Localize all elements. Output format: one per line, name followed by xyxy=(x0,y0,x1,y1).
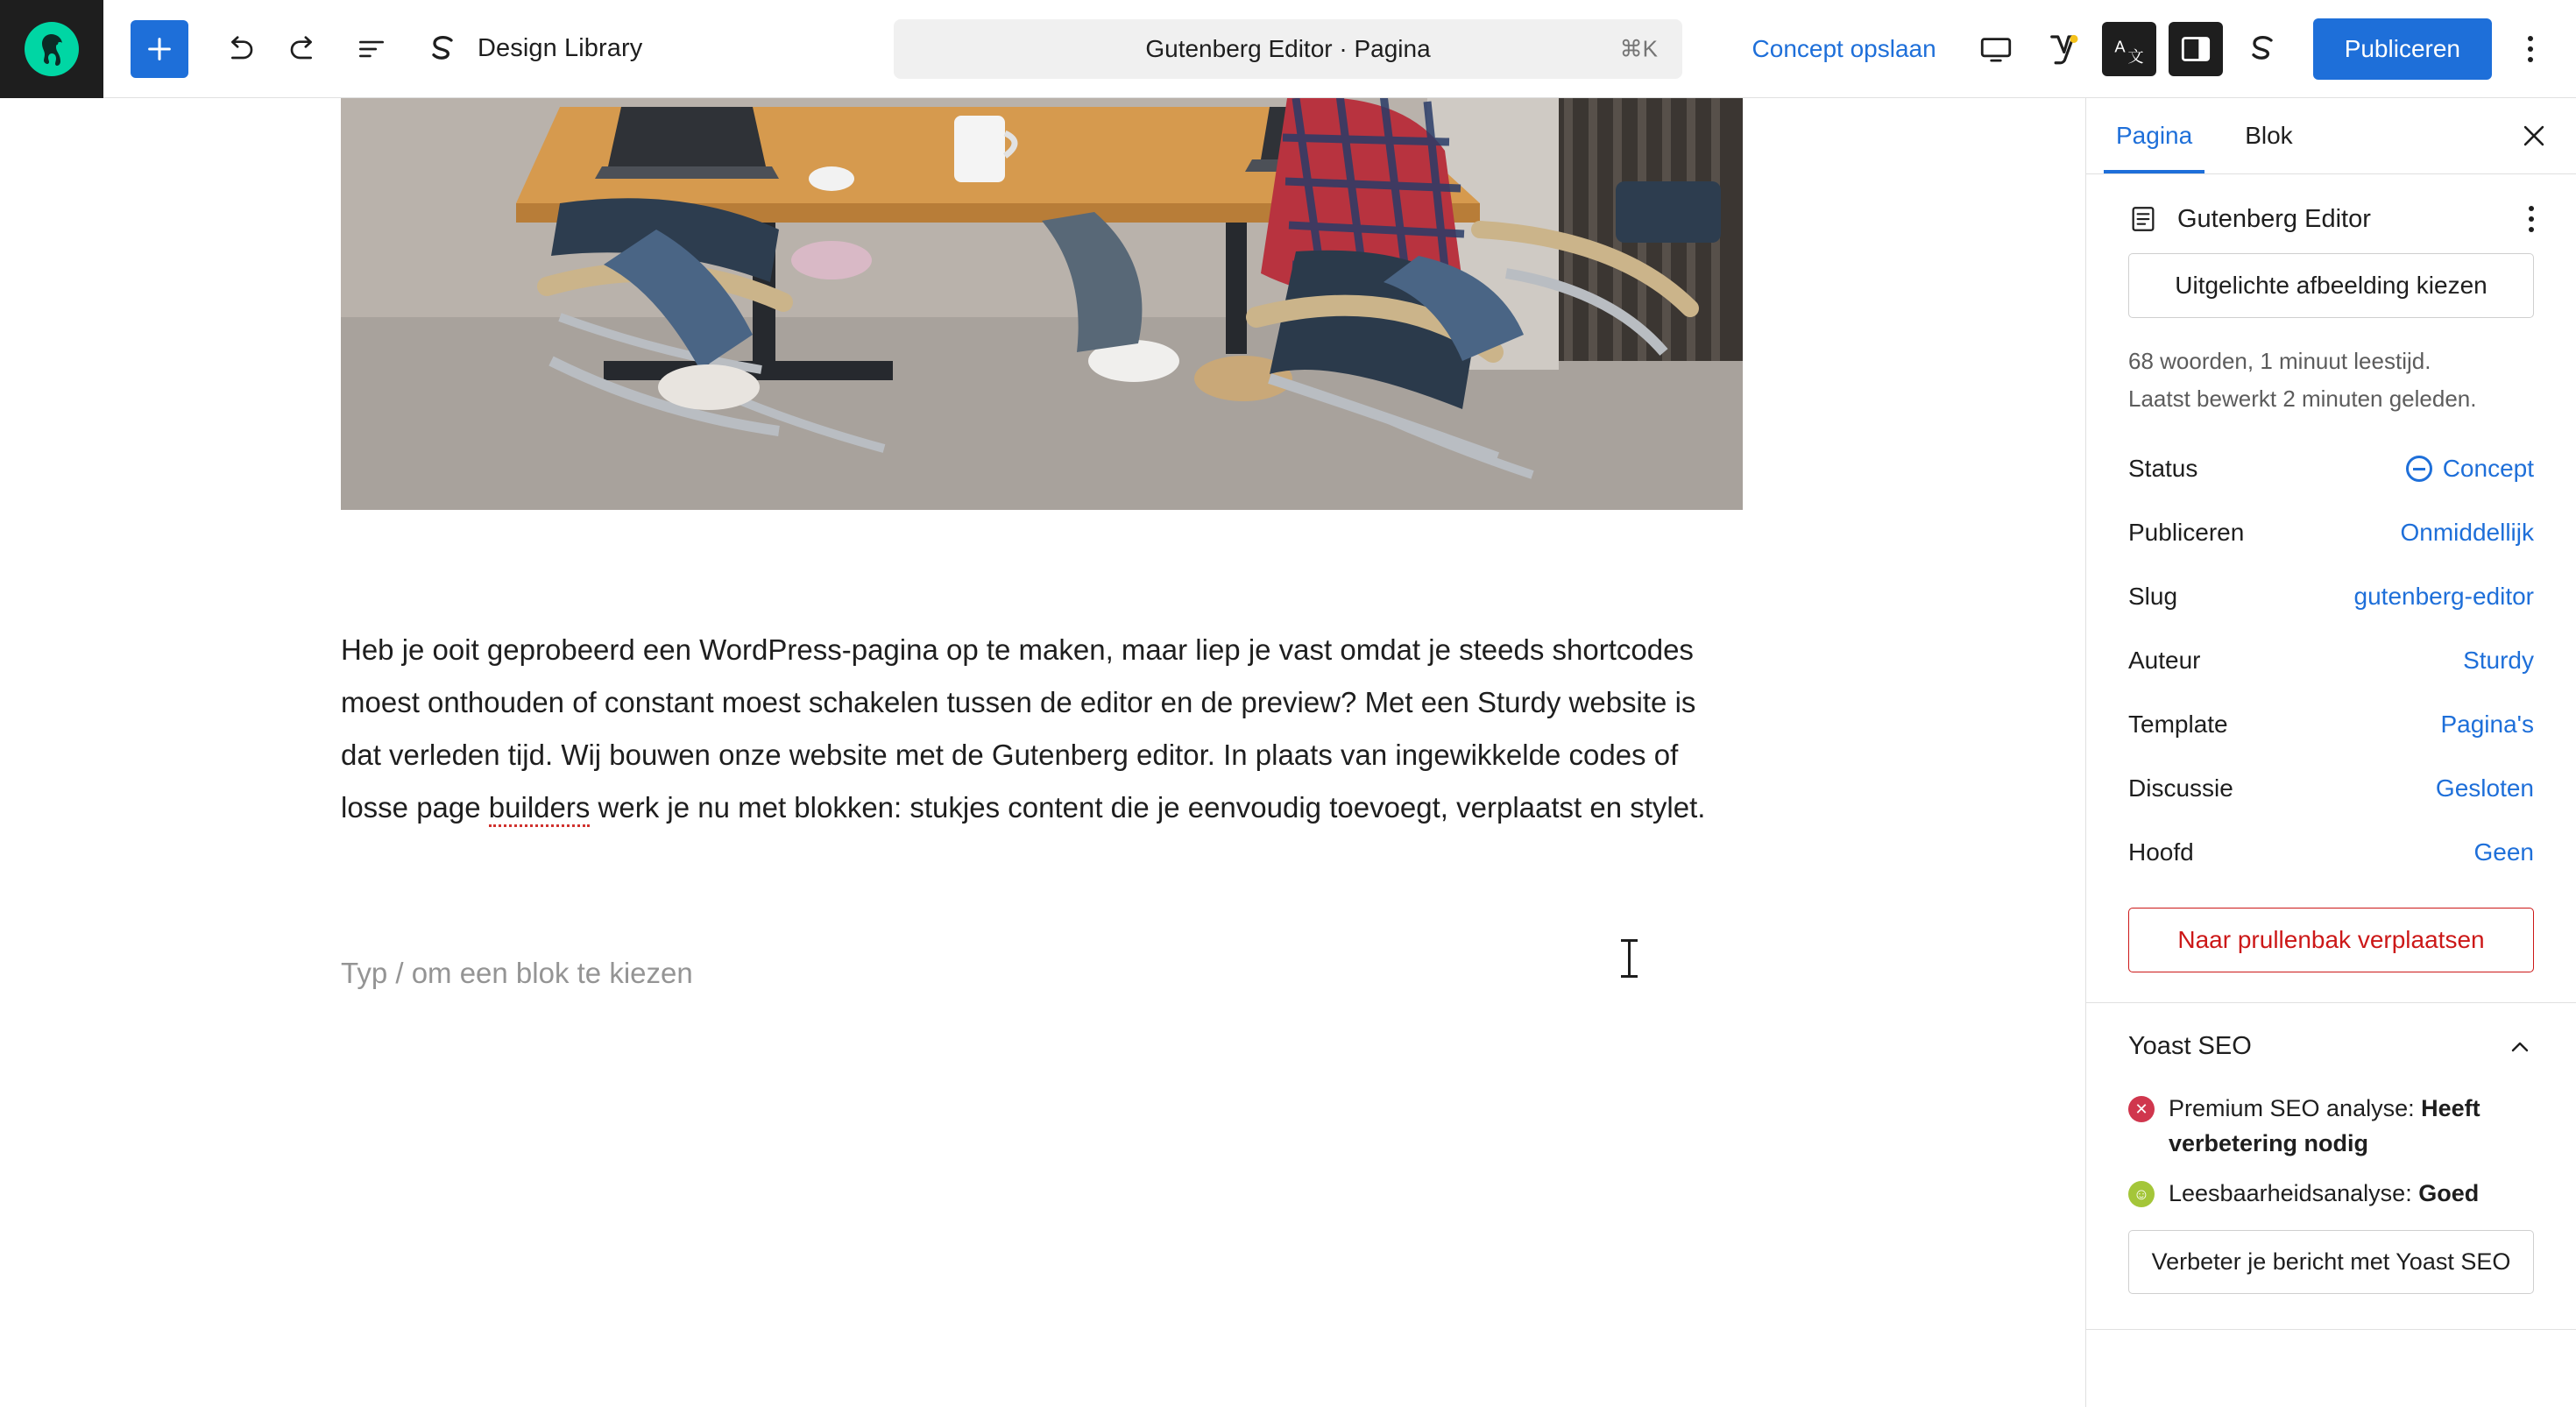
sturdy-panel-icon[interactable] xyxy=(2235,22,2289,76)
yoast-premium-value: Heeft verbetering nodig xyxy=(2169,1094,2480,1157)
wp-logo-icon xyxy=(25,22,79,76)
editor-top-bar xyxy=(0,0,2576,98)
chevron-up-icon[interactable] xyxy=(2506,1033,2534,1061)
row-discussion xyxy=(2128,757,2534,821)
yoast-panel-header[interactable] xyxy=(2128,1003,2534,1091)
row-parent xyxy=(2128,821,2534,885)
row-template-value[interactable]: Pagina's xyxy=(2440,711,2534,739)
text-cursor xyxy=(1628,939,1631,978)
empty-block-placeholder[interactable]: Typ / om een blok te kiezen xyxy=(341,957,693,989)
design-library-button[interactable] xyxy=(425,32,642,67)
paragraph-text: Heb je ooit geprobeerd een WordPress-pagina op te maken, maar liep je vast omdat je steeds shortcodes moest onthouden of constant moest schakelen tussen de editor en de preview? Met een Sturdy website is dat verleden tijd. Wij bouwen onze website met de Gutenberg editor. In plaats van ingewikkelde codes of losse page builders werk je nu met blokken: stukjes content die je eenvoudig toevoegt, verplaatst en stylet. xyxy=(341,633,1705,827)
row-discussion-value[interactable]: Gesloten xyxy=(2435,774,2534,802)
document-overview-icon[interactable] xyxy=(344,22,399,76)
add-block-button[interactable] xyxy=(131,20,188,78)
close-icon[interactable] xyxy=(2509,111,2558,160)
last-edited-label: Laatst bewerkt 2 minuten geleden. xyxy=(2128,385,2477,412)
improve-with-yoast-button[interactable]: Verbeter je bericht met Yoast SEO xyxy=(2128,1230,2534,1294)
row-author-label: Auteur xyxy=(2128,647,2201,675)
redo-icon[interactable] xyxy=(278,22,332,76)
settings-sidebar xyxy=(2085,98,2576,1407)
yoast-premium-analysis xyxy=(2128,1091,2534,1162)
page-title: Gutenberg Editor xyxy=(2177,204,2371,233)
row-status xyxy=(2128,437,2534,501)
row-template-label: Template xyxy=(2128,711,2228,739)
row-publish xyxy=(2128,501,2534,565)
document-properties xyxy=(2128,437,2534,885)
sturdy-s-icon xyxy=(425,32,460,67)
row-author xyxy=(2128,629,2534,693)
yoast-premium-label: Premium SEO analyse: xyxy=(2169,1094,2415,1121)
yoast-readability-analysis xyxy=(2128,1176,2534,1212)
document-header xyxy=(2128,174,2534,253)
seo-status-bad-icon: ✕ xyxy=(2128,1096,2155,1122)
more-options-icon[interactable] xyxy=(2504,22,2557,76)
row-status-value[interactable] xyxy=(2406,455,2534,483)
yoast-readability-value: Goed xyxy=(2418,1179,2480,1206)
command-bar[interactable] xyxy=(894,19,1682,79)
wordpress-logo-button[interactable] xyxy=(0,0,103,98)
row-discussion-label: Discussie xyxy=(2128,774,2233,802)
page-document-icon xyxy=(2128,204,2158,234)
row-status-value-text: Concept xyxy=(2442,455,2534,483)
row-slug-value[interactable]: gutenberg-editor xyxy=(2353,583,2534,611)
sidebar-tabs xyxy=(2086,98,2576,174)
top-bar-actions xyxy=(1752,0,2576,98)
save-draft-button[interactable]: Concept opslaan xyxy=(1752,35,1936,62)
word-count-label: 68 woorden, 1 minuut leestijd. xyxy=(2128,348,2431,374)
editor-canvas[interactable] xyxy=(0,98,2085,1407)
desktop-preview-icon[interactable] xyxy=(1969,22,2023,76)
readability-status-good-icon: ☺ xyxy=(2128,1181,2155,1207)
command-bar-title: Gutenberg Editor · Pagina xyxy=(1145,35,1431,62)
row-publish-value[interactable]: Onmiddellijk xyxy=(2400,519,2534,547)
status-pending-icon xyxy=(2406,456,2432,482)
publish-button[interactable]: Publiceren xyxy=(2313,18,2492,80)
move-to-trash-button[interactable]: Naar prullenbak verplaatsen xyxy=(2128,908,2534,972)
featured-image-block[interactable] xyxy=(341,98,1743,510)
svg-text:A: A xyxy=(2114,37,2126,56)
row-status-label: Status xyxy=(2128,455,2198,483)
tab-blok[interactable]: Blok xyxy=(2245,122,2293,149)
paragraph-block[interactable] xyxy=(341,624,1743,834)
yoast-seo-panel xyxy=(2086,1002,2576,1331)
document-settings xyxy=(2086,174,2576,972)
row-parent-label: Hoofd xyxy=(2128,838,2194,866)
yoast-readability-label: Leesbaarheidsanalyse: xyxy=(2169,1179,2412,1206)
choose-featured-image-button[interactable]: Uitgelichte afbeelding kiezen xyxy=(2128,253,2534,318)
undo-icon[interactable] xyxy=(211,22,265,76)
row-slug-label: Slug xyxy=(2128,583,2178,611)
command-bar-shortcut: ⌘K xyxy=(1619,35,1658,62)
yoast-panel-title: Yoast SEO xyxy=(2128,1032,2252,1061)
row-parent-value[interactable]: Geen xyxy=(2473,838,2534,866)
yoast-seo-icon[interactable] xyxy=(2035,22,2090,76)
tab-pagina[interactable]: Pagina xyxy=(2093,98,2215,173)
row-publish-label: Publiceren xyxy=(2128,519,2245,547)
settings-sidebar-icon[interactable] xyxy=(2169,22,2223,76)
svg-text:文: 文 xyxy=(2127,47,2144,66)
design-library-label: Design Library xyxy=(478,34,643,62)
row-template xyxy=(2128,693,2534,757)
translate-language-icon[interactable] xyxy=(2102,22,2156,76)
more-actions-icon[interactable] xyxy=(2529,206,2534,232)
row-slug xyxy=(2128,565,2534,629)
row-author-value[interactable]: Sturdy xyxy=(2463,647,2534,675)
